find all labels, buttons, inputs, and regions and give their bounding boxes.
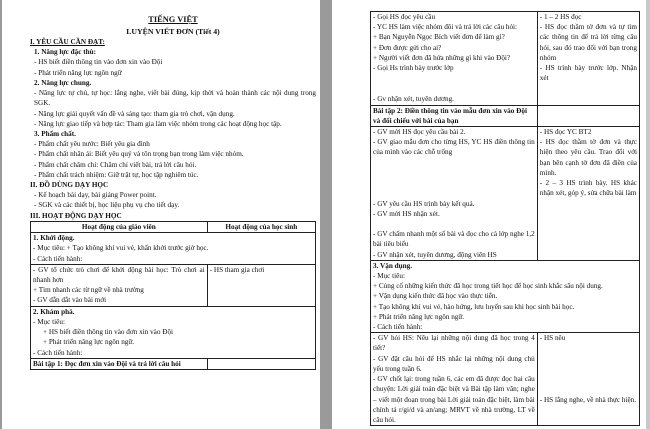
exercise-2-heading-empty — [537, 105, 639, 126]
warmup-heading: 1. Khởi động. — [33, 234, 75, 243]
apply-teacher-cell — [371, 333, 538, 426]
table-row-warmup-heading — [31, 233, 316, 265]
spacer — [373, 158, 535, 199]
section-1-2-item: - Năng lực giao tiếp và hợp tác: Tham gia làm việc nhóm trong các hoạt động học tập. — [34, 119, 282, 128]
section-1-2-item: - Năng lực giải quyết vấn đề và sáng tạo: tham gia trò chơi, vận dụng. — [34, 109, 235, 118]
apply-line: + Vận dụng kiến thức đã học vào thực tiễn. — [373, 292, 498, 301]
spacer — [540, 343, 637, 395]
student-line: - HS đọc thầm tờ đơn và tự tìm các thông tin để trả lời từng câu hỏi, sau đó trao đổi với bạn trong nhóm — [539, 23, 637, 62]
apply-line: + Phát triển năng lực ngôn ngữ. — [373, 312, 465, 321]
teacher-line: - GV hỏi HS: Nêu lại những nội dung đã học trong 4 tiết? — [373, 334, 535, 353]
teacher-line: + Người viết đơn đã hứa những gì khi vào Đội? — [373, 53, 511, 62]
section-1-1-item: - HS biết điền thông tin vào đơn xin vào Đội — [34, 58, 163, 67]
exercise-1-student-cell — [537, 12, 639, 106]
section-3-heading: III. HOẠT ĐỘNG DẠY HỌC — [30, 211, 122, 220]
warmup-line: - Cách tiến hành: — [33, 254, 83, 263]
teacher-line: - Gọi Hs trình bày trước lớp — [373, 64, 454, 73]
section-2-heading: II. ĐỒ DÙNG DẠY HỌC — [30, 181, 109, 190]
apply-heading: 3. Vận dụng. — [373, 261, 413, 270]
section-1-2-heading: 2. Năng lực chung. — [34, 78, 92, 87]
right-content — [370, 11, 640, 426]
teacher-line: - Gv nhận xét, tuyên dương. — [373, 95, 454, 104]
student-line: - 2 – 3 HS trình bày. HS khác nhận xét, góp ý, sửa chữa bài làm — [539, 179, 637, 198]
left-page — [2, 0, 320, 429]
teacher-line: - GV giao mẫu đơn cho từng HS, YC HS điền thông tin của mình vào các chỗ trống — [373, 138, 535, 157]
warmup-teacher-line: - GV dẫn dắt vào bài mới — [33, 296, 107, 305]
student-line: - HS đọc YC BT2 — [539, 127, 592, 136]
warmup-teacher-line: + Tìm nhanh các từ ngữ về nhà trường — [33, 286, 144, 295]
activity-table-continued — [370, 11, 640, 426]
explore-line: + Phát triển năng lực ngôn ngữ. — [43, 338, 135, 347]
lesson-title: LUYỆN VIẾT ĐƠN (Tiết 4) — [126, 26, 220, 36]
teacher-line: - GV mời HS nhận xét. — [373, 209, 440, 218]
section-1-3-heading: 3. Phẩm chất. — [34, 129, 76, 138]
exercise-2-heading: Bài tập 2: Điền thông tin vào mẫu đơn xin vào Đội và đối chiếu với bài của bạn — [373, 106, 527, 125]
apply-line: - Cách tiến hành: — [373, 323, 423, 332]
table-row-explore-heading — [31, 306, 316, 358]
table-header-student: Hoạt động của học sinh — [207, 221, 315, 232]
teacher-line: - YC HS làm việc nhóm đôi và trả lời các câu hỏi: — [373, 23, 518, 32]
apply-line: + Tạo không khí vui vẻ, hào hứng, lưu luyến sau khi học sinh bài học. — [373, 302, 575, 311]
table-header-teacher: Hoạt động của giáo viên — [31, 221, 208, 232]
section-1-heading: I. YÊU CẦU CẦN ĐẠT: — [30, 37, 105, 46]
teacher-line: - Gọi HS đọc yêu cầu — [373, 13, 436, 21]
section-1-1-heading: 1. Năng lực đặc thù: — [34, 48, 97, 57]
student-line: - HS nêu — [539, 334, 566, 343]
exercise-1-student-cell — [207, 358, 315, 369]
warmup-student-line: - HS tham gia chơi — [209, 265, 265, 274]
section-1-3-item: - Phẩm chất nhân ái: Biết yêu quý và tôn trọng bạn trong làm việc nhóm. — [34, 150, 244, 159]
section-1-1-item: - Phát triển năng lực ngôn ngữ — [34, 68, 122, 77]
student-line: - HS đọc thầm tờ đơn và thực hiện theo yêu cầu. Trao đổi với bạn bên cạnh tờ đơn đã điền của mình. — [539, 138, 637, 177]
activity-table — [30, 221, 316, 370]
spacer — [373, 73, 535, 94]
apply-heading-row — [371, 260, 640, 333]
teacher-line: - GV chấm nhanh một số bài và đọc cho cả lớp nghe 1,2 bài tiêu biểu — [373, 230, 535, 249]
teacher-line: - GV yêu cầu HS trình bày kết quả. — [373, 199, 475, 208]
vertical-scrollbar[interactable] — [646, 0, 650, 429]
exercise-1-teacher-cell — [371, 12, 538, 106]
teacher-line: + Bạn Nguyễn Ngọc Bích viết đơn để làm gì? — [373, 33, 505, 42]
teacher-line: - GV nhận xét, tuyên dương, động viên HS — [373, 250, 497, 259]
warmup-student-cell — [207, 264, 315, 306]
explore-line: - Cách tiến hành: — [33, 348, 83, 357]
student-line: - HS trình bày trước lớp. Nhận xét — [539, 64, 637, 83]
teacher-line: - GV mời HS đọc yêu cầu bài 2. — [373, 127, 466, 136]
explore-heading: 2. Khám phá. — [33, 307, 75, 316]
warmup-line: - Mục tiêu: + Tạo không khí vui vẻ, khấn khởi trước giờ học. — [33, 244, 209, 253]
warmup-teacher-line: - GV tổ chức trò chơi để khởi động bài học: Trò chơi ai nhanh hơn — [33, 265, 205, 285]
left-content — [30, 14, 316, 370]
exercise-1-cell — [31, 358, 208, 369]
exercise-2-heading-cell — [371, 105, 538, 126]
teacher-line: - GV đặt câu hỏi để HS nhắc lại những nội dung chủ yếu trong tuần 6. — [373, 354, 535, 373]
warmup-teacher-cell — [31, 264, 208, 306]
apply-line: + Củng cố những kiến thức đã học trong tiết học để học sinh khắc sâu nội dung. — [373, 282, 603, 291]
section-2-item: - Kế hoạch bài dạy, bài giảng Power point. — [34, 191, 157, 200]
apply-student-cell — [537, 333, 639, 426]
student-line: - HS lắng nghe, về nhà thực hiện. — [539, 396, 637, 405]
apply-line: - Mục tiêu: — [373, 271, 405, 280]
teacher-line: + Đơn được gửi cho ai? — [373, 43, 442, 52]
section-2-item: - SGK và các thiết bị, học liệu phụ vụ cho tiết dạy. — [34, 201, 180, 210]
explore-line: + HS biết điền thông tin vào đơn xin vào Đội — [43, 328, 174, 337]
student-line: - 1 – 2 HS đọc — [539, 13, 582, 21]
section-1-3-item: - Phẩm chất trách nhiệm: Giữ trật tự, học tập nghiêm túc. — [34, 170, 199, 179]
spacer — [373, 219, 535, 229]
section-1-3-item: - Phẩm chất chăm chỉ: Chăm chỉ viết bài, trả lời câu hỏi. — [34, 160, 197, 169]
lesson-subject-title: TIẾNG VIỆT — [148, 15, 198, 24]
exercise-2-student-cell — [537, 126, 639, 260]
teacher-line: - GV chốt lại: trong tuần 6, các em đã được đọc hai câu chuyện: Lời giải toán đặc biệt và Bài tập làm văn; nghe – viết một đoạn trong bài Lời giải toán đặc biệt, làm bài chính tả r/gi/d và an/ang; MRVT về nhà trường, LT về câu hỏi. — [373, 375, 535, 424]
exercise-1-heading: Bài tập 1: Đọc đơn xin vào Đội và trả lời câu hỏi — [33, 359, 181, 368]
exercise-2-teacher-cell — [371, 126, 538, 260]
right-page — [332, 0, 648, 429]
explore-line: - Mục tiêu: — [33, 317, 65, 326]
section-1-2-item: - Năng lực tự chủ, tự học: lắng nghe, viết bài đúng, kịp thời và hoàn thành các nội dung trong SGK. — [34, 89, 316, 108]
section-1-3-item: - Phẩm chất yêu nước: Biết yêu gia đình — [34, 140, 150, 149]
